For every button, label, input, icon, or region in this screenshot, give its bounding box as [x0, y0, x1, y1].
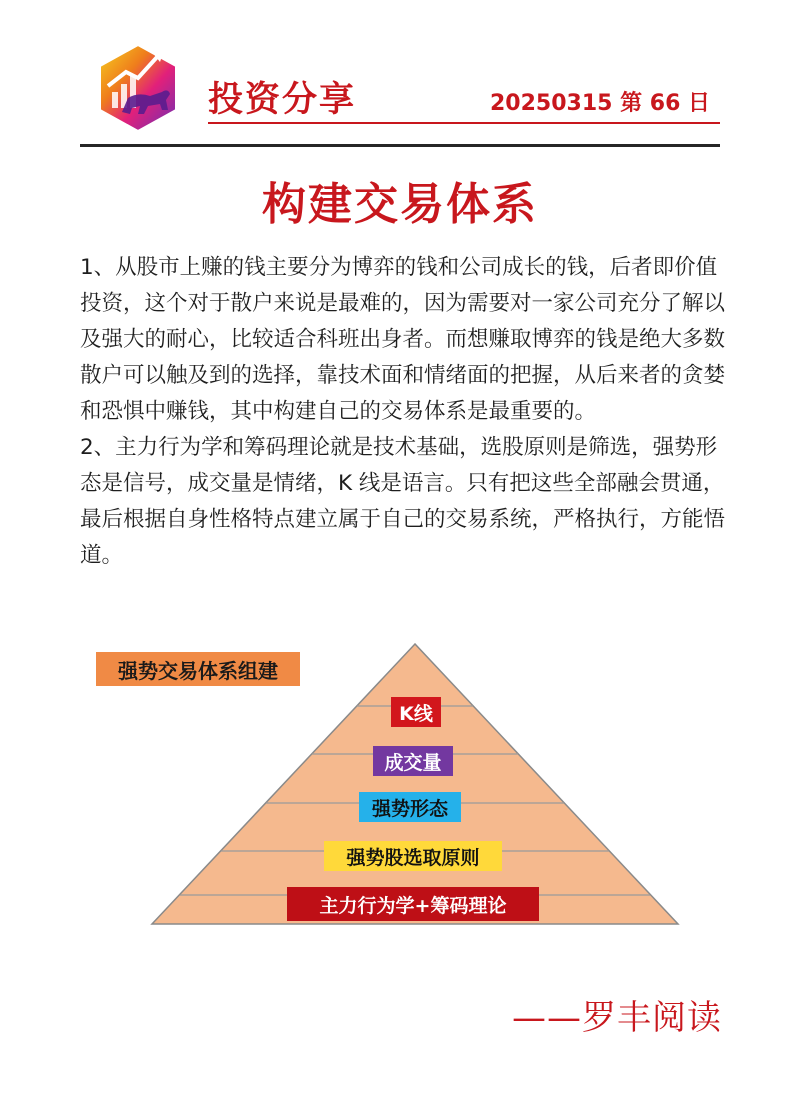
pyramid-layer-3: 强势形态	[359, 792, 461, 822]
pyramid-layer-1: K线	[391, 697, 441, 727]
issue-date: 20250315 第 66 日	[490, 91, 711, 116]
pyramid-layer-5: 主力行为学+筹码理论	[287, 887, 539, 921]
pyramid-caption: 强势交易体系组建	[96, 652, 300, 686]
brand-title: 投资分享	[208, 80, 357, 120]
bull-market-logo-icon	[92, 42, 184, 134]
pyramid-layer-4: 强势股选取原则	[324, 841, 502, 871]
page-title: 构建交易体系	[262, 179, 538, 230]
header-divider	[80, 144, 720, 147]
header-divider-red	[208, 122, 720, 124]
paragraph-1: 1、从股市上赚的钱主要分为博弈的钱和公司成长的钱，后者即价值投资，这个对于散户来说是最难的，因为需要对一家公司充分了解以及强大的耐心，比较适合科班出身者。而想赚取博弈的钱是绝大多数散户可以触及到的选择，靠技术面和情绪面的把握，从后来者的贪婪和恐惧中赚钱，其中构建自己的交易体系是最重要的。	[80, 255, 726, 424]
article-body	[80, 250, 728, 574]
pyramid-layer-2: 成交量	[373, 746, 453, 776]
pyramid-body	[152, 644, 678, 924]
author-signature: ——罗丰阅读	[512, 998, 722, 1038]
paragraph-2: 2、主力行为学和筹码理论就是技术基础，选股原则是筛选，强势形态是信号，成交量是情绪，K 线是语言。只有把这些全部融会贯通，最后根据自身性格特点建立属于自己的交易系统，严格执行，方能悟道。	[80, 435, 726, 568]
